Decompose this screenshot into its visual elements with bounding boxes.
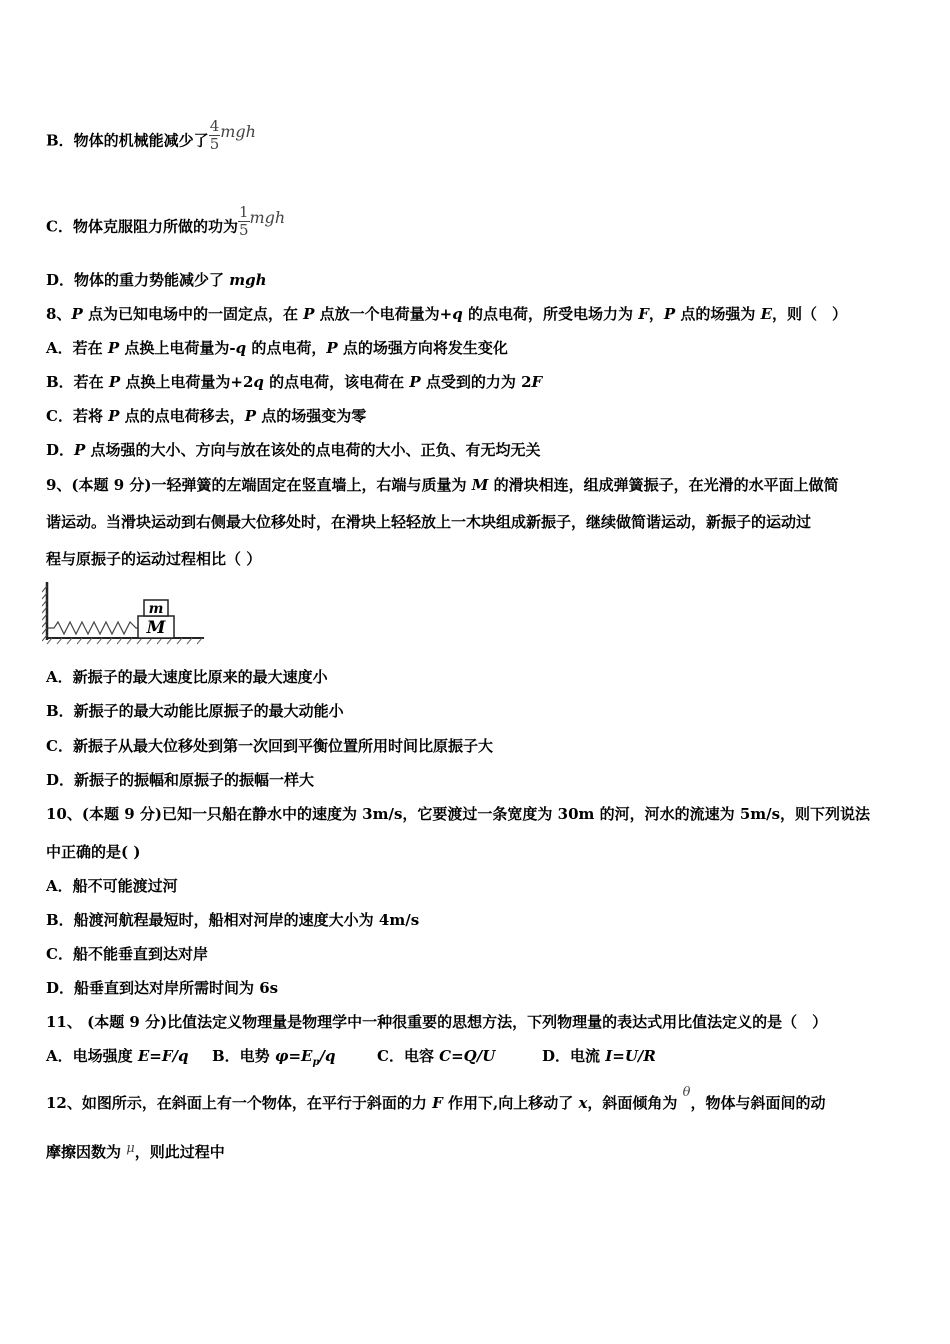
- text: 摩擦因数为: [46, 1143, 127, 1161]
- q8-option-b: [46, 372, 542, 392]
- math-expr: /q: [319, 1047, 336, 1065]
- text: B．电势: [212, 1047, 275, 1065]
- fraction: [209, 118, 221, 153]
- q10-stem-line1: 10、(本题 9 分)已知一只船在静水中的速度为 3m/s，它要渡过一条宽度为 30m 的河，河水的流速为 5m/s，则下列说法: [46, 805, 871, 823]
- math-expr: E=F/q: [137, 1047, 189, 1065]
- math-expr: C=Q/U: [439, 1047, 496, 1065]
- q7-option-c-text: C．物体克服阻力所做的功为: [46, 217, 238, 236]
- var: F: [638, 305, 649, 323]
- text: A．若在: [46, 339, 108, 357]
- fraction-den: 5: [209, 135, 220, 153]
- q11-option-b: [212, 1046, 377, 1073]
- text: 点换上电荷量为-: [119, 339, 236, 357]
- text: A．电场强度: [46, 1047, 138, 1065]
- subscript: p: [312, 1057, 320, 1068]
- text: 12、如图所示，在斜面上有一个物体，在平行于斜面的力: [46, 1094, 433, 1112]
- var: P: [108, 373, 121, 391]
- text: 点场强的大小、方向与放在该处的点电荷的大小、正负、有无均无关: [85, 441, 541, 459]
- q8-option-d: [46, 440, 541, 460]
- var: F: [531, 373, 543, 391]
- var: P: [71, 305, 83, 323]
- q7-option-b: [46, 117, 256, 159]
- text: C．电容: [377, 1047, 440, 1065]
- text: 点为已知电场中的一固定点，在: [82, 305, 304, 323]
- q10-option-b: B．船渡河航程最短时，船相对河岸的速度大小为 4m/s: [46, 911, 420, 929]
- text: 点的场强为: [675, 305, 761, 323]
- q9-stem-line2: 谐运动。当滑块运动到右侧最大位移处时，在滑块上轻轻放上一木块组成新振子，继续做简谐运动，新振子的运动过: [46, 513, 812, 531]
- q9-option-c: C．新振子从最大位移处到第一次回到平衡位置所用时间比原振子大: [46, 737, 493, 755]
- var: M: [471, 476, 489, 494]
- text: 点的场强方向将发生变化: [337, 339, 508, 357]
- mu-symbol: μ: [126, 1141, 135, 1156]
- q12-stem-line2: [46, 1142, 225, 1164]
- q8-stem: [46, 304, 847, 324]
- text: 8、: [46, 305, 72, 323]
- var: F: [432, 1094, 443, 1112]
- var: P: [107, 339, 120, 357]
- q12-stem-line1: [46, 1085, 826, 1115]
- q8-option-a: [46, 338, 508, 358]
- text: 点的点电荷移去，: [119, 407, 245, 425]
- q8-option-c: [46, 406, 366, 426]
- fraction: [238, 204, 250, 239]
- var: q: [452, 305, 463, 323]
- text: 作用下,向上移动了: [442, 1094, 579, 1112]
- math-expr: φ=E: [274, 1047, 313, 1065]
- q7-option-d: [46, 270, 267, 290]
- q11-option-d: [542, 1046, 656, 1066]
- q10-stem-line2: 中正确的是( ): [46, 843, 141, 861]
- text: B．若在: [46, 373, 109, 391]
- q10-option-d: D．船垂直到达对岸所需时间为 6s: [46, 979, 279, 997]
- var: q: [253, 373, 264, 391]
- text: ，: [648, 305, 664, 323]
- var: q: [235, 339, 247, 357]
- q10-option-c: C．船不能垂直到达对岸: [46, 945, 208, 963]
- fraction-den: 5: [238, 221, 249, 239]
- q11-option-a: [46, 1046, 212, 1066]
- text: D．: [46, 441, 75, 459]
- var: P: [303, 305, 315, 323]
- text: 的点电荷，该电荷在: [263, 373, 410, 391]
- var: E: [760, 305, 773, 323]
- text: 点受到的力为 2: [420, 373, 532, 391]
- var: P: [409, 373, 421, 391]
- q9-option-d: D．新振子的振幅和原振子的振幅一样大: [46, 771, 315, 789]
- text: ，斜面倾角为: [587, 1094, 683, 1112]
- q11-options: [46, 1046, 656, 1073]
- var: P: [108, 407, 120, 425]
- text: ，物体与斜面间的动: [690, 1094, 826, 1112]
- text: 的点电荷，所受电场力为: [462, 305, 639, 323]
- q9-option-b: B．新振子的最大动能比原振子的最大动能小: [46, 702, 344, 720]
- text: 点放一个电荷量为+: [314, 305, 453, 323]
- math-expr: I=U/R: [605, 1047, 656, 1065]
- q9-stem-line3: 程与原振子的运动过程相比（ ）: [46, 550, 262, 568]
- fraction-num: 1: [238, 203, 249, 221]
- block-small-label: m: [148, 601, 164, 617]
- q7-option-b-text: B．物体的机械能减少了: [46, 131, 209, 150]
- math-expr: mgh: [249, 207, 286, 227]
- var: P: [74, 441, 86, 459]
- text: 的滑块相连，组成弹簧振子，在光滑的水平面上做简: [488, 476, 839, 494]
- fraction-num: 4: [209, 117, 220, 135]
- spring-oscillator-figure: [42, 580, 207, 646]
- text: 点的场强变为零: [255, 407, 367, 425]
- q11-stem: 11、 (本题 9 分)比值法定义物理量是物理学中一种很重要的思想方法，下列物理量的表达式用比值法定义的是（ ）: [46, 1013, 828, 1031]
- block-big-label: M: [146, 618, 166, 638]
- text: D．电流: [542, 1047, 606, 1065]
- q7-option-c: [46, 203, 286, 245]
- q10-option-a: A．船不可能渡过河: [46, 877, 178, 895]
- text: ，则（ ）: [772, 305, 848, 323]
- var: P: [326, 339, 338, 357]
- q9-stem-line1: [46, 475, 839, 495]
- math-expr: mgh: [229, 271, 267, 289]
- text: 点换上电荷量为+2: [120, 373, 254, 391]
- theta-symbol: θ: [682, 1085, 691, 1100]
- text: C．若将: [46, 407, 109, 425]
- var: P: [244, 407, 256, 425]
- q7-option-d-text: D．物体的重力势能减少了: [46, 271, 230, 289]
- math-expr: mgh: [220, 121, 256, 141]
- q11-option-c: [377, 1046, 542, 1066]
- text: 9、(本题 9 分)一轻弹簧的左端固定在竖直墙上，右端与质量为: [46, 476, 472, 494]
- q9-option-a: A．新振子的最大速度比原来的最大速度小: [46, 668, 328, 686]
- text: 的点电荷，: [246, 339, 327, 357]
- var: x: [578, 1094, 588, 1112]
- text: ，则此过程中: [134, 1143, 225, 1161]
- spring: [48, 622, 138, 634]
- var: P: [663, 305, 676, 323]
